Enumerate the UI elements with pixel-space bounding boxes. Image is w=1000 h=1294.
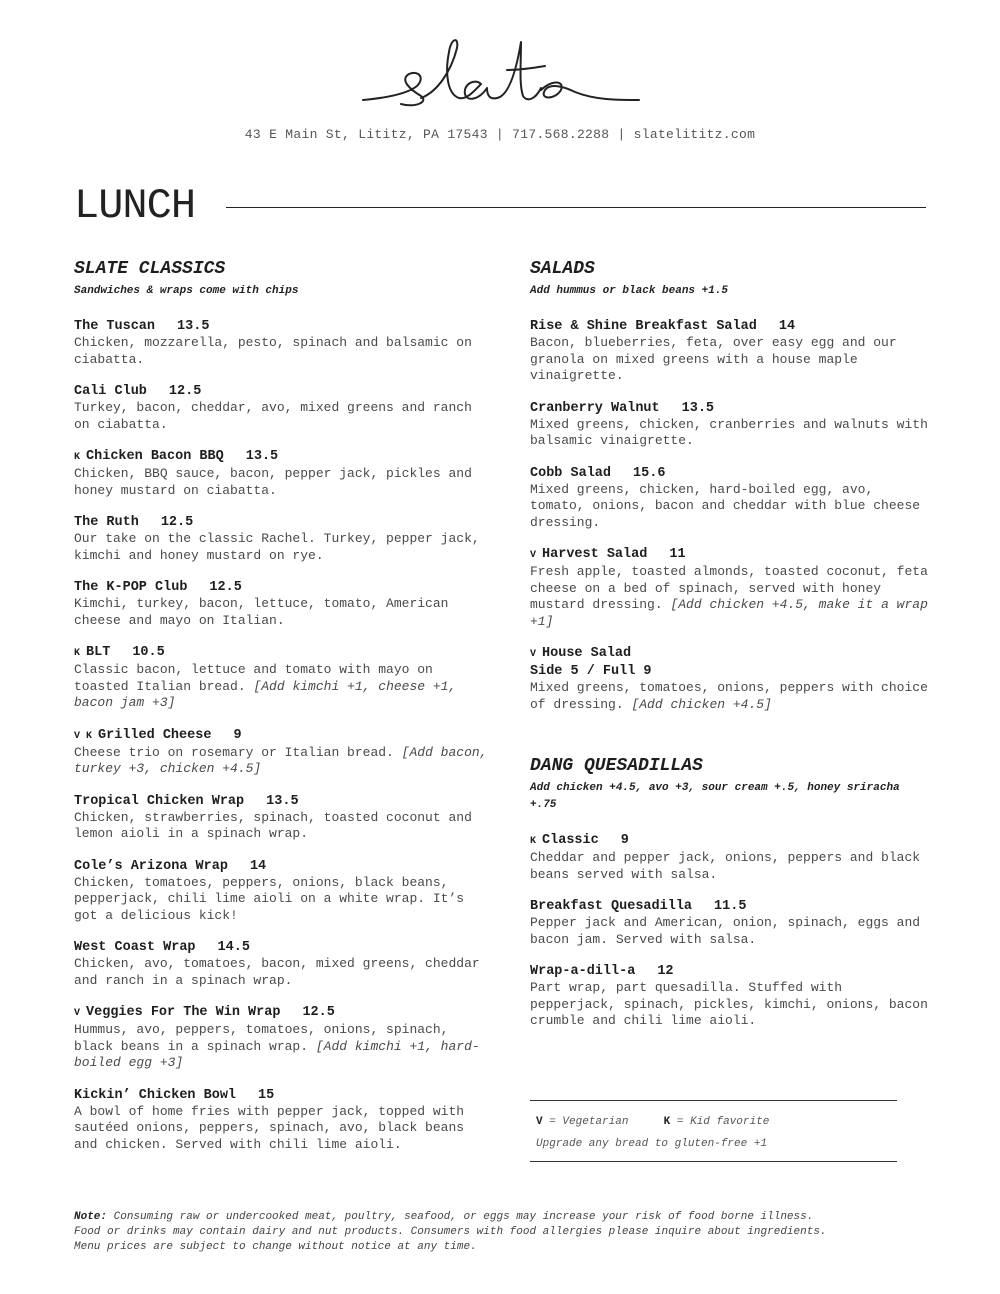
item-name: The Tuscan bbox=[74, 319, 156, 334]
vegetarian-key: V bbox=[536, 1116, 543, 1128]
item-description: Part wrap, part quesadilla. Stuffed with pepperjack, spinach, pickles, kimchi, onions, bacon crumble and chili lime aioli. bbox=[530, 980, 928, 1028]
item-addon: [Add kimchi +1, cheese +1, bacon jam +3] bbox=[74, 678, 457, 710]
menu-item bbox=[74, 727, 494, 778]
menu-item bbox=[530, 963, 930, 1030]
menu-items bbox=[74, 318, 494, 1153]
item-price: 12 bbox=[657, 964, 674, 979]
item-name: Wrap-a-dill-a bbox=[530, 964, 636, 979]
menu-item bbox=[530, 465, 930, 532]
dietary-tag: V K bbox=[74, 730, 93, 742]
page-title: LUNCH bbox=[74, 182, 196, 230]
item-name-line bbox=[530, 645, 930, 680]
item-description: Chicken, tomatoes, peppers, onions, black beans, pepperjack, chili lime aioli on a white wrap. It’s got a delicious kick! bbox=[74, 874, 465, 923]
section-note: Sandwiches & wraps come with chips bbox=[74, 285, 299, 297]
menu-item bbox=[74, 579, 494, 629]
menu-item bbox=[74, 858, 494, 925]
item-name: Grilled Cheese bbox=[98, 727, 212, 743]
item-description: Chicken, avo, tomatoes, bacon, mixed greens, cheddar and ranch in a spinach wrap. bbox=[74, 956, 480, 988]
item-name-line bbox=[530, 963, 930, 980]
section-title: DANG QUESADILLAS bbox=[530, 756, 703, 776]
item-price: 12.5 bbox=[160, 515, 194, 530]
item-name: Chicken Bacon BBQ bbox=[86, 449, 224, 464]
section-dang-quesadillas bbox=[530, 755, 930, 1030]
menu-item bbox=[74, 939, 494, 989]
item-description: Cheese trio on rosemary or Italian bread. [Add bacon, turkey +3, chicken +4.5] bbox=[74, 744, 488, 776]
vegetarian-label: = Vegetarian bbox=[549, 1116, 629, 1128]
item-name-line bbox=[530, 898, 930, 915]
item-name: The Ruth bbox=[74, 515, 139, 530]
dietary-tag: K bbox=[74, 452, 81, 463]
menu-item bbox=[530, 832, 930, 883]
item-price: 13.5 bbox=[245, 449, 279, 464]
item-addon: [Add chicken +4.5, make it a wrap +1] bbox=[530, 597, 928, 629]
item-description: Bacon, blueberries, feta, over easy egg and our granola on mixed greens with a house maple vinaigrette. bbox=[530, 335, 897, 383]
footnote-line-1: Note: Consuming raw or undercooked meat, poultry, seafood, or eggs may increase your risk of food borne illness. bbox=[74, 1211, 814, 1223]
item-name-line bbox=[74, 579, 494, 596]
item-name: Tropical Chicken Wrap bbox=[74, 793, 245, 809]
item-price: 13.5 bbox=[681, 400, 715, 416]
item-description: Cheddar and pepper jack, onions, peppers and black beans served with salsa. bbox=[530, 850, 921, 882]
item-price: 14.5 bbox=[217, 940, 250, 955]
item-name: The K-POP Club bbox=[74, 580, 188, 595]
item-description: A bowl of home fries with pepper jack, topped with sautéed onions, peppers, spinach, avo, black beans and chicken. Served with chili lime aioli. bbox=[74, 1103, 465, 1152]
item-name-line bbox=[530, 400, 930, 417]
dietary-tag: V bbox=[530, 550, 537, 561]
section-title: SALADS bbox=[530, 259, 595, 279]
item-name-line bbox=[74, 448, 494, 466]
item-name-line bbox=[74, 644, 494, 662]
item-addon: [Add chicken +4.5] bbox=[631, 696, 772, 712]
item-price: 12.5 bbox=[209, 580, 242, 595]
item-price: 13.5 bbox=[177, 319, 210, 334]
item-description: Mixed greens, chicken, hard-boiled egg, avo, tomato, onions, bacon and cheddar with blue cheese dressing. bbox=[530, 481, 921, 530]
item-name-line bbox=[74, 318, 494, 335]
item-name-line bbox=[530, 546, 930, 564]
item-price: 9 bbox=[233, 727, 242, 743]
item-name: Veggies For The Win Wrap bbox=[86, 1005, 281, 1020]
menu-item bbox=[530, 645, 930, 713]
item-name: West Coast Wrap bbox=[74, 940, 196, 955]
dietary-tag: K bbox=[530, 836, 537, 847]
item-description: Our take on the classic Rachel. Turkey, pepper jack, kimchi and honey mustard on rye. bbox=[74, 531, 480, 563]
item-name: Rise & Shine Breakfast Salad bbox=[530, 319, 757, 334]
menu-items bbox=[530, 832, 930, 1030]
menu-item bbox=[74, 793, 494, 843]
menu-item bbox=[530, 546, 930, 630]
item-price: 12.5 bbox=[168, 384, 202, 399]
section-note: Add chicken +4.5, avo +3, sour cream +.5, honey sriracha +.75 bbox=[530, 782, 900, 811]
dietary-tag: K bbox=[74, 648, 81, 659]
right-column bbox=[530, 258, 930, 1045]
item-description: Mixed greens, chicken, cranberries and walnuts with balsamic vinaigrette. bbox=[530, 416, 928, 448]
title-divider bbox=[226, 207, 926, 208]
item-name: Cobb Salad bbox=[530, 465, 612, 481]
footnote-line-3: Menu prices are subject to change without notice at any time. bbox=[74, 1241, 477, 1253]
item-description: Kimchi, turkey, bacon, lettuce, tomato, American cheese and mayo on Italian. bbox=[74, 596, 449, 628]
restaurant-address: 43 E Main St, Lititz, PA 17543 | 717.568.2288 | slatelititz.com bbox=[244, 127, 756, 142]
menu-item bbox=[74, 383, 494, 433]
item-name-line bbox=[74, 514, 494, 531]
item-price: 14 bbox=[249, 858, 267, 874]
item-price: 10.5 bbox=[132, 645, 165, 660]
footnote bbox=[74, 1210, 934, 1255]
item-description: Hummus, avo, peppers, tomatoes, onions, spinach, black beans in a spinach wrap. [Add kimchi +1, hard-boiled egg +3] bbox=[74, 1022, 480, 1070]
menu-item bbox=[74, 1004, 494, 1072]
item-description: Classic bacon, lettuce and tomato with mayo on toasted Italian bread. [Add kimchi +1, cheese +1, bacon jam +3] bbox=[74, 662, 457, 710]
item-description: Fresh apple, toasted almonds, toasted coconut, feta cheese on a bed of spinach, served with honey mustard dressing. [Add chicken +4.5, make it a wrap +1] bbox=[530, 564, 928, 629]
menu-item bbox=[74, 318, 494, 368]
item-name: Kickin’ Chicken Bowl bbox=[74, 1087, 237, 1103]
footnote-label: Note: bbox=[74, 1211, 108, 1223]
legend-box bbox=[530, 1100, 897, 1162]
item-name-line bbox=[74, 1087, 494, 1104]
kid-favorite-key: K bbox=[663, 1116, 671, 1128]
dietary-tag: V bbox=[74, 1008, 81, 1019]
item-price: Side 5 / Full 9 bbox=[530, 664, 652, 679]
item-name: Cole’s Arizona Wrap bbox=[74, 858, 228, 874]
item-addon: [Add bacon, turkey +3, chicken +4.5] bbox=[74, 744, 488, 776]
item-name-line bbox=[530, 318, 930, 335]
item-addon: [Add kimchi +1, hard-boiled egg +3] bbox=[74, 1038, 480, 1070]
item-name-line bbox=[74, 727, 494, 745]
item-price: 15 bbox=[258, 1087, 275, 1103]
item-name: Classic bbox=[542, 833, 599, 848]
item-name-line bbox=[74, 1004, 494, 1022]
item-price: 15.6 bbox=[633, 465, 666, 481]
slate-script-logo bbox=[355, 28, 645, 118]
item-description: Turkey, bacon, cheddar, avo, mixed greens and ranch on ciabatta. bbox=[74, 400, 472, 432]
item-name-line bbox=[74, 939, 494, 956]
menu-item bbox=[74, 1087, 494, 1154]
item-name: Breakfast Quesadilla bbox=[530, 899, 693, 914]
legend-keys bbox=[536, 1111, 891, 1133]
section-title: SLATE CLASSICS bbox=[74, 259, 226, 279]
menu-items bbox=[530, 318, 930, 713]
dietary-tag: V bbox=[530, 649, 537, 660]
section-slate-classics bbox=[74, 258, 494, 1153]
menu-item bbox=[74, 448, 494, 499]
item-name-line bbox=[74, 383, 494, 400]
item-price: 13.5 bbox=[266, 793, 299, 809]
menu-item bbox=[74, 644, 494, 712]
item-description: Chicken, mozzarella, pesto, spinach and balsamic on ciabatta. bbox=[74, 335, 472, 367]
item-price: 12.5 bbox=[302, 1005, 335, 1020]
item-price: 9 bbox=[620, 833, 629, 848]
menu-item bbox=[530, 318, 930, 385]
section-note: Add hummus or black beans +1.5 bbox=[530, 285, 729, 297]
footnote-line-2: Food or drinks may contain dairy and nut products. Consumers with food allergies please inquire about ingredients. bbox=[74, 1226, 827, 1238]
slate-logo bbox=[355, 28, 645, 118]
item-name-line bbox=[530, 465, 930, 482]
item-name-line bbox=[74, 858, 494, 875]
item-name: BLT bbox=[86, 645, 111, 660]
item-price: 11.5 bbox=[714, 899, 747, 914]
item-description: Chicken, BBQ sauce, bacon, pepper jack, pickles and honey mustard on ciabatta. bbox=[74, 466, 472, 498]
item-name: Cali Club bbox=[74, 384, 147, 399]
item-description: Chicken, strawberries, spinach, toasted coconut and lemon aioli in a spinach wrap. bbox=[74, 809, 472, 841]
kid-favorite-label: = Kid favorite bbox=[676, 1116, 770, 1128]
item-price: 11 bbox=[669, 547, 686, 562]
gluten-free-note: Upgrade any bread to gluten-free +1 bbox=[536, 1138, 768, 1150]
section-salads bbox=[530, 258, 930, 713]
menu-item bbox=[74, 514, 494, 564]
item-description: Mixed greens, tomatoes, onions, peppers with choice of dressing. [Add chicken +4.5] bbox=[530, 680, 928, 712]
item-description: Pepper jack and American, onion, spinach, eggs and bacon jam. Served with salsa. bbox=[530, 915, 921, 947]
item-name: Harvest Salad bbox=[542, 547, 648, 562]
menu-item bbox=[530, 898, 930, 948]
left-column bbox=[74, 258, 494, 1168]
item-name-line bbox=[74, 793, 494, 810]
item-name-line bbox=[530, 832, 930, 850]
item-name: Cranberry Walnut bbox=[530, 400, 660, 416]
item-price: 14 bbox=[778, 319, 796, 334]
item-name: House Salad bbox=[542, 646, 632, 661]
menu-item bbox=[530, 400, 930, 450]
